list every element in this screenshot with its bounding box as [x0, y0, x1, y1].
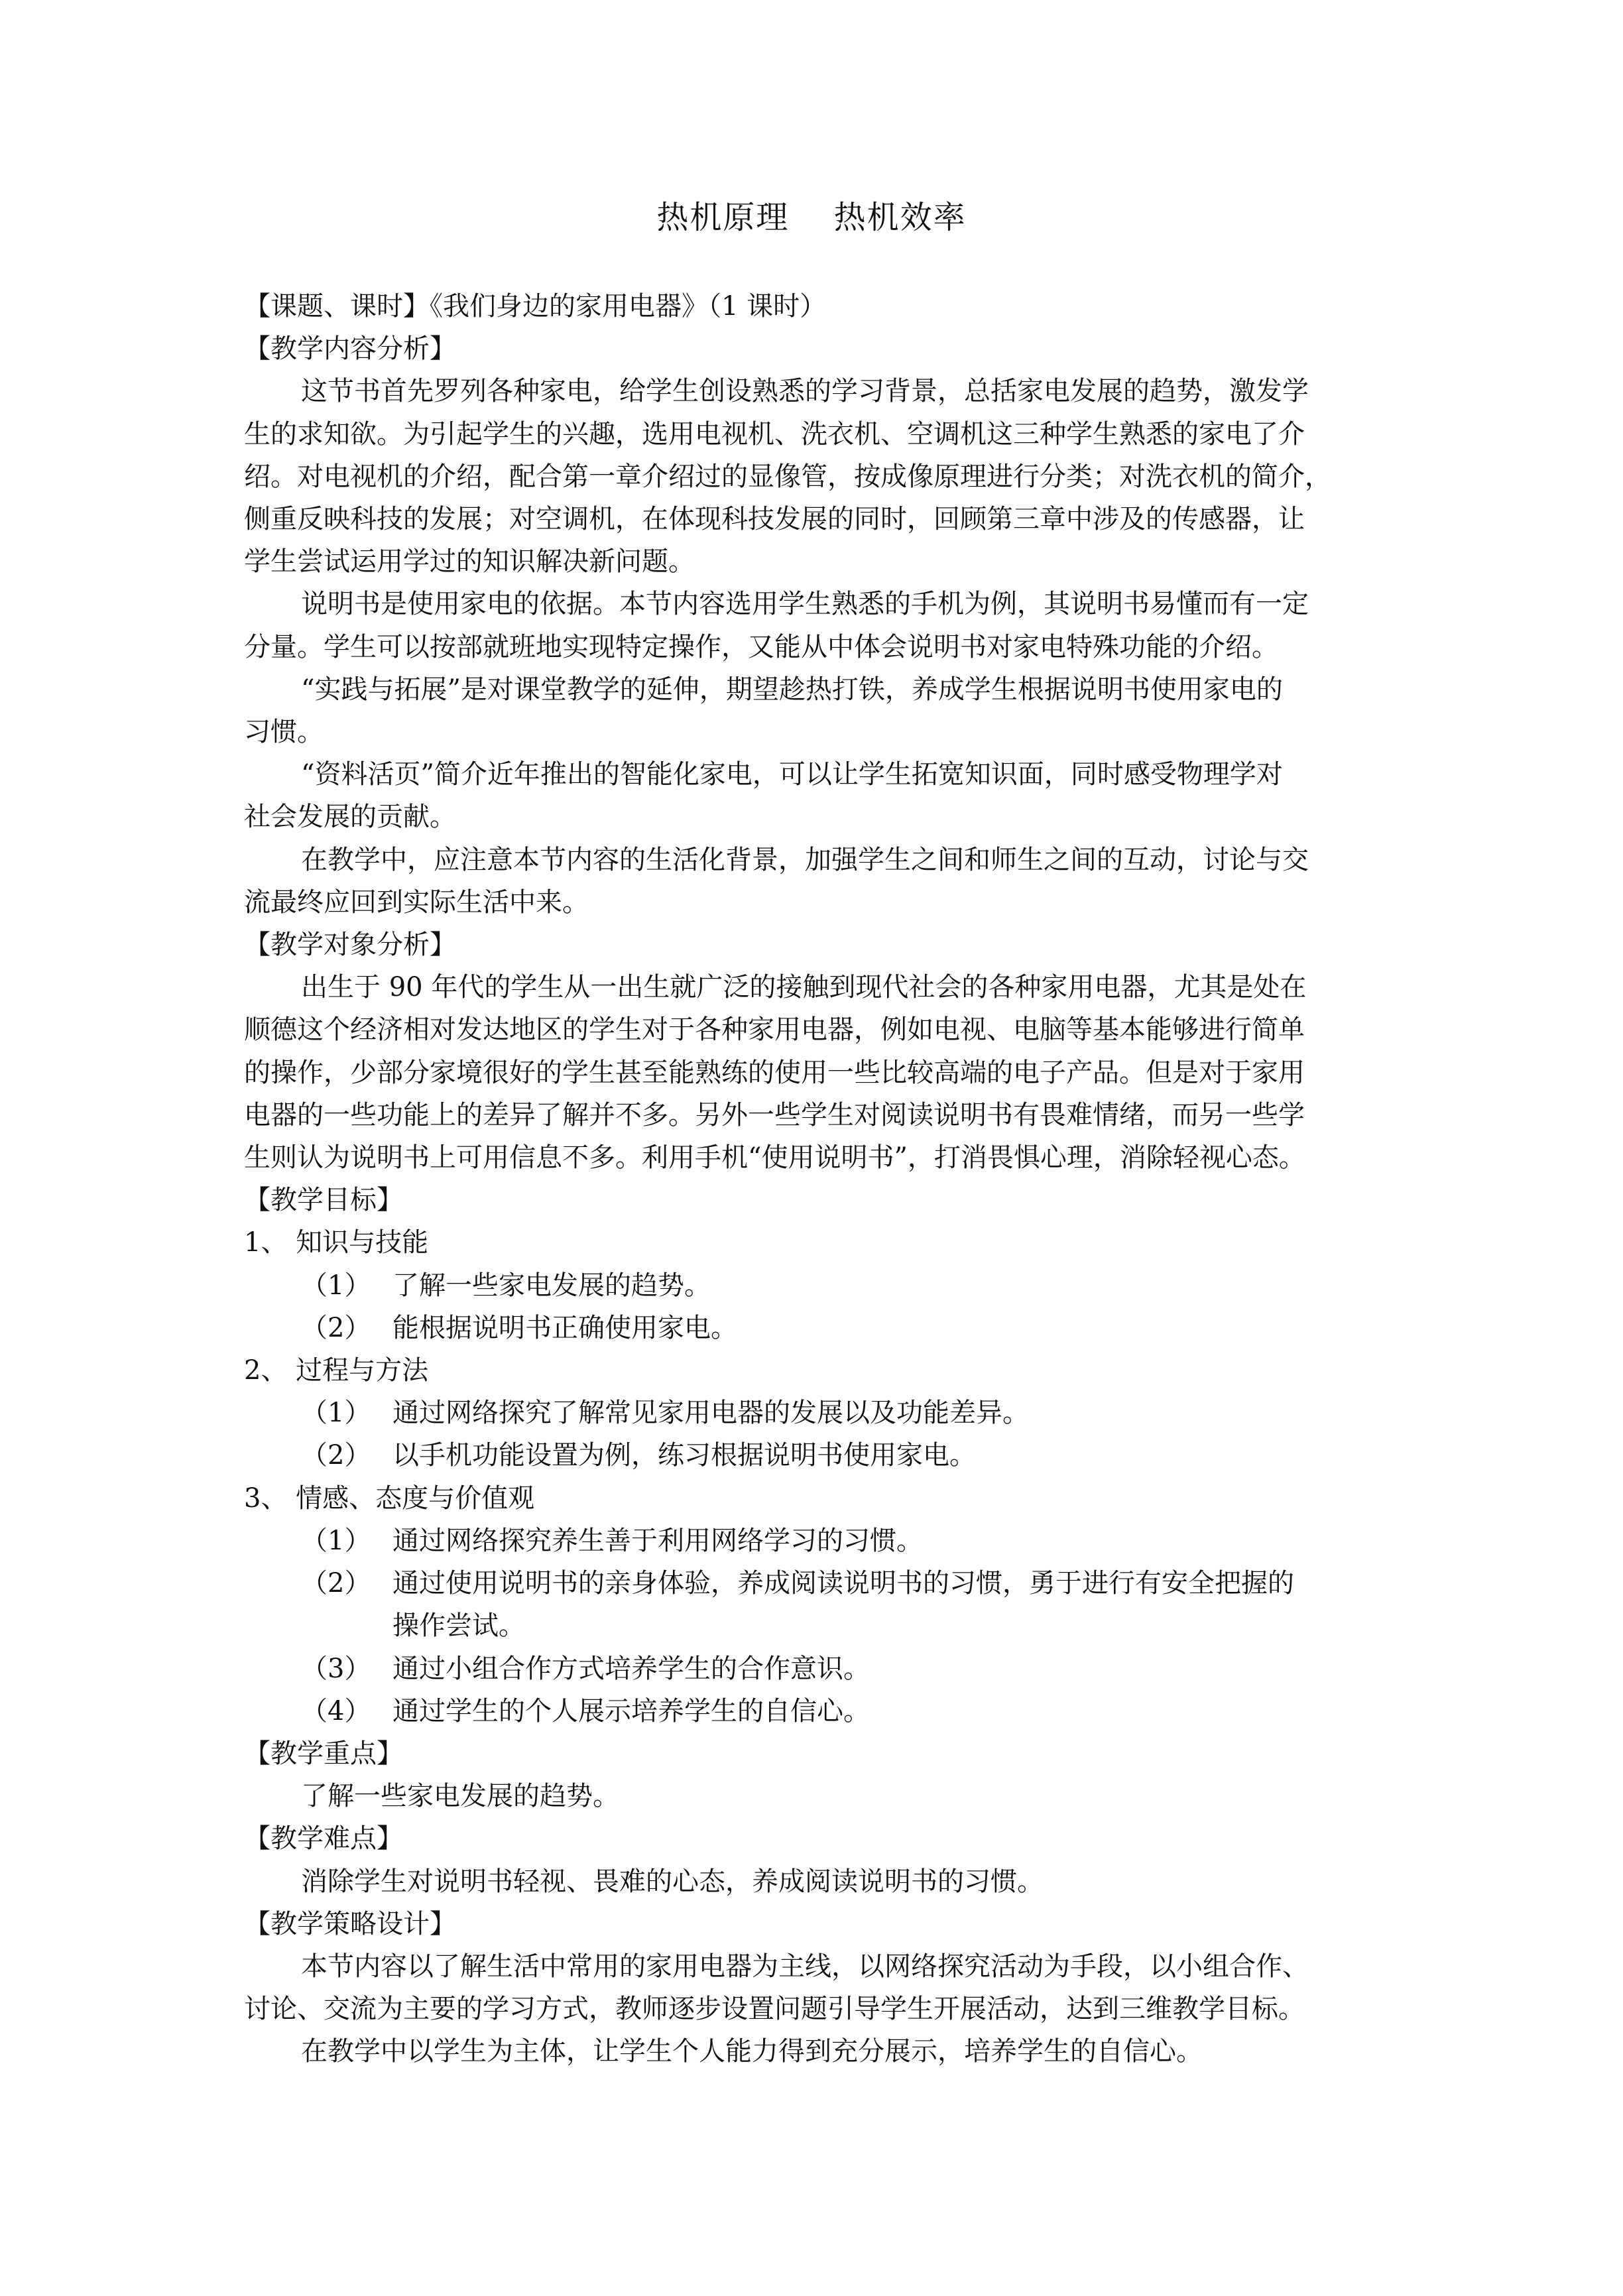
goal-3-item-2 [244, 1562, 1383, 1604]
item-text: 通过网络探究养生善于利用网络学习的习惯。 [392, 1525, 923, 1556]
item-text: 通过学生的个人展示培养学生的自信心。 [392, 1695, 870, 1726]
item-text: 通过使用说明书的亲身体验，养成阅读说明书的习惯，勇于进行有安全把握的 [392, 1568, 1294, 1599]
object-analysis-heading: 【教学对象分析】 [244, 930, 456, 961]
text-line: 学生尝试运用学过的知识解决新问题。 [244, 546, 695, 577]
goal-1-item-2 [244, 1307, 1383, 1349]
text-line: 本节内容以了解生活中常用的家用电器为主线，以网络探究活动为手段，以小组合作、 [301, 1951, 1309, 1982]
text-line: “资料活页”简介近年推出的智能化家电，可以让学生拓宽知识面，同时感受物理学对 [301, 759, 1283, 790]
key-point-heading: 【教学重点】 [244, 1738, 403, 1769]
goal-3-item-2-continued: 操作尝试。 [392, 1610, 525, 1642]
text-line: 侧重反映科技的发展；对空调机，在体现科技发展的同时，回顾第三章中涉及的传感器，让 [244, 504, 1305, 535]
item-number: （2） [301, 1312, 371, 1343]
text-line: 在教学中，应注意本节内容的生活化背景，加强学生之间和师生之间的互动，讨论与交 [301, 844, 1309, 875]
item-text: 以手机功能设置为例，练习根据说明书使用家电。 [392, 1440, 976, 1471]
text-line: 生则认为说明书上可用信息不多。利用手机“使用说明书”，打消畏惧心理，消除轻视心态。 [244, 1142, 1305, 1174]
item-text: 了解一些家电发展的趋势。 [392, 1270, 711, 1301]
text-line: “实践与拓展”是对课堂教学的延伸，期望趁热打铁，养成学生根据说明书使用家电的 [301, 674, 1283, 705]
content-analysis-heading: 【教学内容分析】 [244, 333, 456, 365]
course-line: 【课题、课时】《我们身边的家用电器》（1 课时） [244, 291, 827, 322]
text-line: 电器的一些功能上的差异了解并不多。另外一些学生对阅读说明书有畏难情绪，而另一些学 [244, 1099, 1305, 1130]
text-line: 在教学中以学生为主体，让学生个人能力得到充分展示，培养学生的自信心。 [301, 2036, 1203, 2067]
text-line: 出生于 90 年代的学生从一出生就广泛的接触到现代社会的各种家用电器，尤其是处在 [301, 972, 1307, 1003]
text-line: 讨论、交流为主要的学习方式，教师逐步设置问题引导学生开展活动，达到三维教学目标。 [244, 1994, 1305, 2025]
goal-3-item-1 [244, 1520, 1383, 1562]
goal-3-title: 3、 情感、态度与价值观 [244, 1482, 535, 1514]
content-analysis-para-1 [244, 370, 1383, 583]
difficulty-heading: 【教学难点】 [244, 1823, 403, 1854]
difficulty-text: 消除学生对说明书轻视、畏难的心态，养成阅读说明书的习惯。 [301, 1866, 1044, 1897]
item-number: （2） [301, 1568, 371, 1599]
text-line: 说明书是使用家电的依据。本节内容选用学生熟悉的手机为例，其说明书易懂而有一定 [301, 589, 1309, 620]
item-number: （1） [301, 1398, 371, 1429]
strategy-para-2 [244, 2030, 1383, 2073]
text-line: 社会发展的贡献。 [244, 802, 456, 833]
document-title: 热机原理 热机效率 [656, 199, 967, 236]
goal-1-item-1 [244, 1264, 1383, 1307]
item-text: 通过小组合作方式培养学生的合作意识。 [392, 1653, 870, 1684]
content-analysis-para-2 [244, 583, 1383, 668]
goal-1-title: 1、 知识与技能 [244, 1227, 429, 1258]
strategy-heading: 【教学策略设计】 [244, 1908, 456, 1939]
text-line: 习惯。 [244, 717, 324, 748]
item-number: （1） [301, 1525, 371, 1556]
goal-2-title: 2、 过程与方法 [244, 1355, 429, 1386]
item-number: （2） [301, 1440, 371, 1471]
item-number: （1） [301, 1270, 371, 1301]
text-line: 分量。学生可以按部就班地实现特定操作，又能从中体会说明书对家电特殊功能的介绍。 [244, 631, 1278, 662]
item-number: （4） [301, 1695, 371, 1726]
content-analysis-para-4 [244, 753, 1383, 838]
item-text: 能根据说明书正确使用家电。 [392, 1312, 737, 1343]
text-line: 的操作，少部分家境很好的学生甚至能熟练的使用一些比较高端的电子产品。但是对于家用 [244, 1057, 1305, 1088]
goal-3-item-4 [244, 1690, 1383, 1732]
content-analysis-para-3 [244, 668, 1383, 753]
document-body [244, 285, 1383, 2073]
text-line: 绍。对电视机的介绍，配合第一章介绍过的显像管，按成像原理进行分类；对洗衣机的简介， [244, 461, 1331, 492]
text-line: 这节书首先罗列各种家电，给学生创设熟悉的学习背景，总括家电发展的趋势，激发学 [301, 376, 1309, 407]
item-number: （3） [301, 1653, 371, 1684]
text-line: 顺德这个经济相对发达地区的学生对于各种家用电器，例如电视、电脑等基本能够进行简单 [244, 1014, 1305, 1046]
item-text: 通过网络探究了解常见家用电器的发展以及功能差异。 [392, 1398, 1029, 1429]
object-analysis-para [244, 966, 1383, 1179]
key-point-text: 了解一些家电发展的趋势。 [301, 1781, 619, 1812]
goal-3-item-3 [244, 1648, 1383, 1690]
goal-2-item-2 [244, 1434, 1383, 1477]
content-analysis-para-5 [244, 839, 1383, 924]
text-line: 流最终应回到实际生活中来。 [244, 886, 589, 918]
text-line: 生的求知欲。为引起学生的兴趣，选用电视机、洗衣机、空调机这三种学生熟悉的家电了介 [244, 418, 1305, 450]
goals-heading: 【教学目标】 [244, 1185, 403, 1216]
strategy-para-1 [244, 1945, 1383, 2030]
goal-2-item-1 [244, 1392, 1383, 1434]
